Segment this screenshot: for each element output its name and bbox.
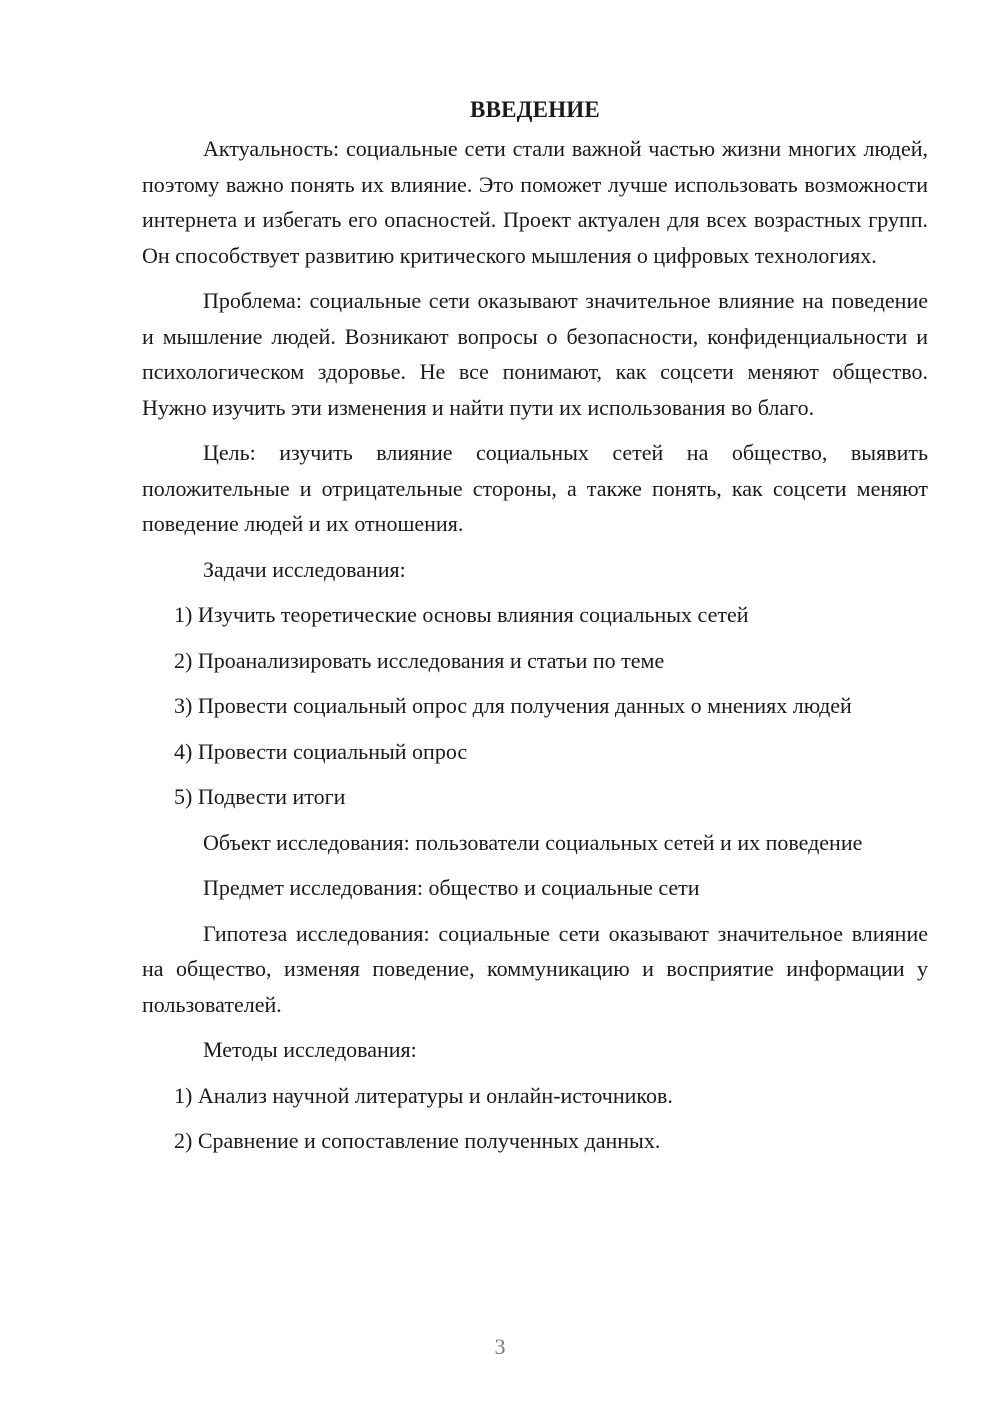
document-page <box>142 92 928 1169</box>
hypothesis-paragraph: Гипотеза исследования: социальные сети оказывают значительное влияние на общество, изменяя поведение, коммуникацию и восприятие информации у пользователей. <box>142 920 928 1017</box>
tasks-title: Задачи исследования: <box>203 556 406 582</box>
relevance-paragraph: Актуальность: социальные сети стали важной частью жизни многих людей, поэтому важно понять их влияние. Это поможет лучше использовать возможности интернета и избегать его опасностей. Проект актуален для всех возрастных групп. Он способствует развитию критического мышления о цифровых технологиях. <box>142 136 928 268</box>
task-item-5: 5) Подвести итоги <box>174 784 346 809</box>
task-item-1: 1) Изучить теоретические основы влияния социальных сетей <box>174 602 749 627</box>
object-paragraph: Объект исследования: пользователи социальных сетей и их поведение <box>203 829 863 855</box>
methods-title: Методы исследования: <box>203 1037 417 1062</box>
problem-paragraph: Проблема: социальные сети оказывают значительное влияние на поведение и мышление людей. Возникают вопросы о безопасности, конфиденциальности и психологическом здоровье. Не все понимают, как соцсети меняют общество. Нужно изучить эти изменения и найти пути их использования во благо. <box>142 288 928 420</box>
method-item-2: 2) Сравнение и сопоставление полученных данных. <box>174 1128 661 1153</box>
task-item-2: 2) Проанализировать исследования и статьи по теме <box>174 647 665 673</box>
task-item-4: 4) Провести социальный опрос <box>174 738 468 764</box>
task-item-3: 3) Провести социальный опрос для получения данных о мнениях людей <box>174 693 852 718</box>
page-title: ВВЕДЕНИЕ <box>470 97 600 122</box>
subject-paragraph: Предмет исследования: общество и социальные сети <box>203 875 700 900</box>
method-item-1: 1) Анализ научной литературы и онлайн-источников. <box>174 1082 673 1108</box>
goal-paragraph: Цель: изучить влияние социальных сетей на общество, выявить положительные и отрицательные стороны, а также понять, как соцсети меняют поведение людей и их отношения. <box>142 440 928 536</box>
page-number: 3 <box>494 1334 506 1359</box>
